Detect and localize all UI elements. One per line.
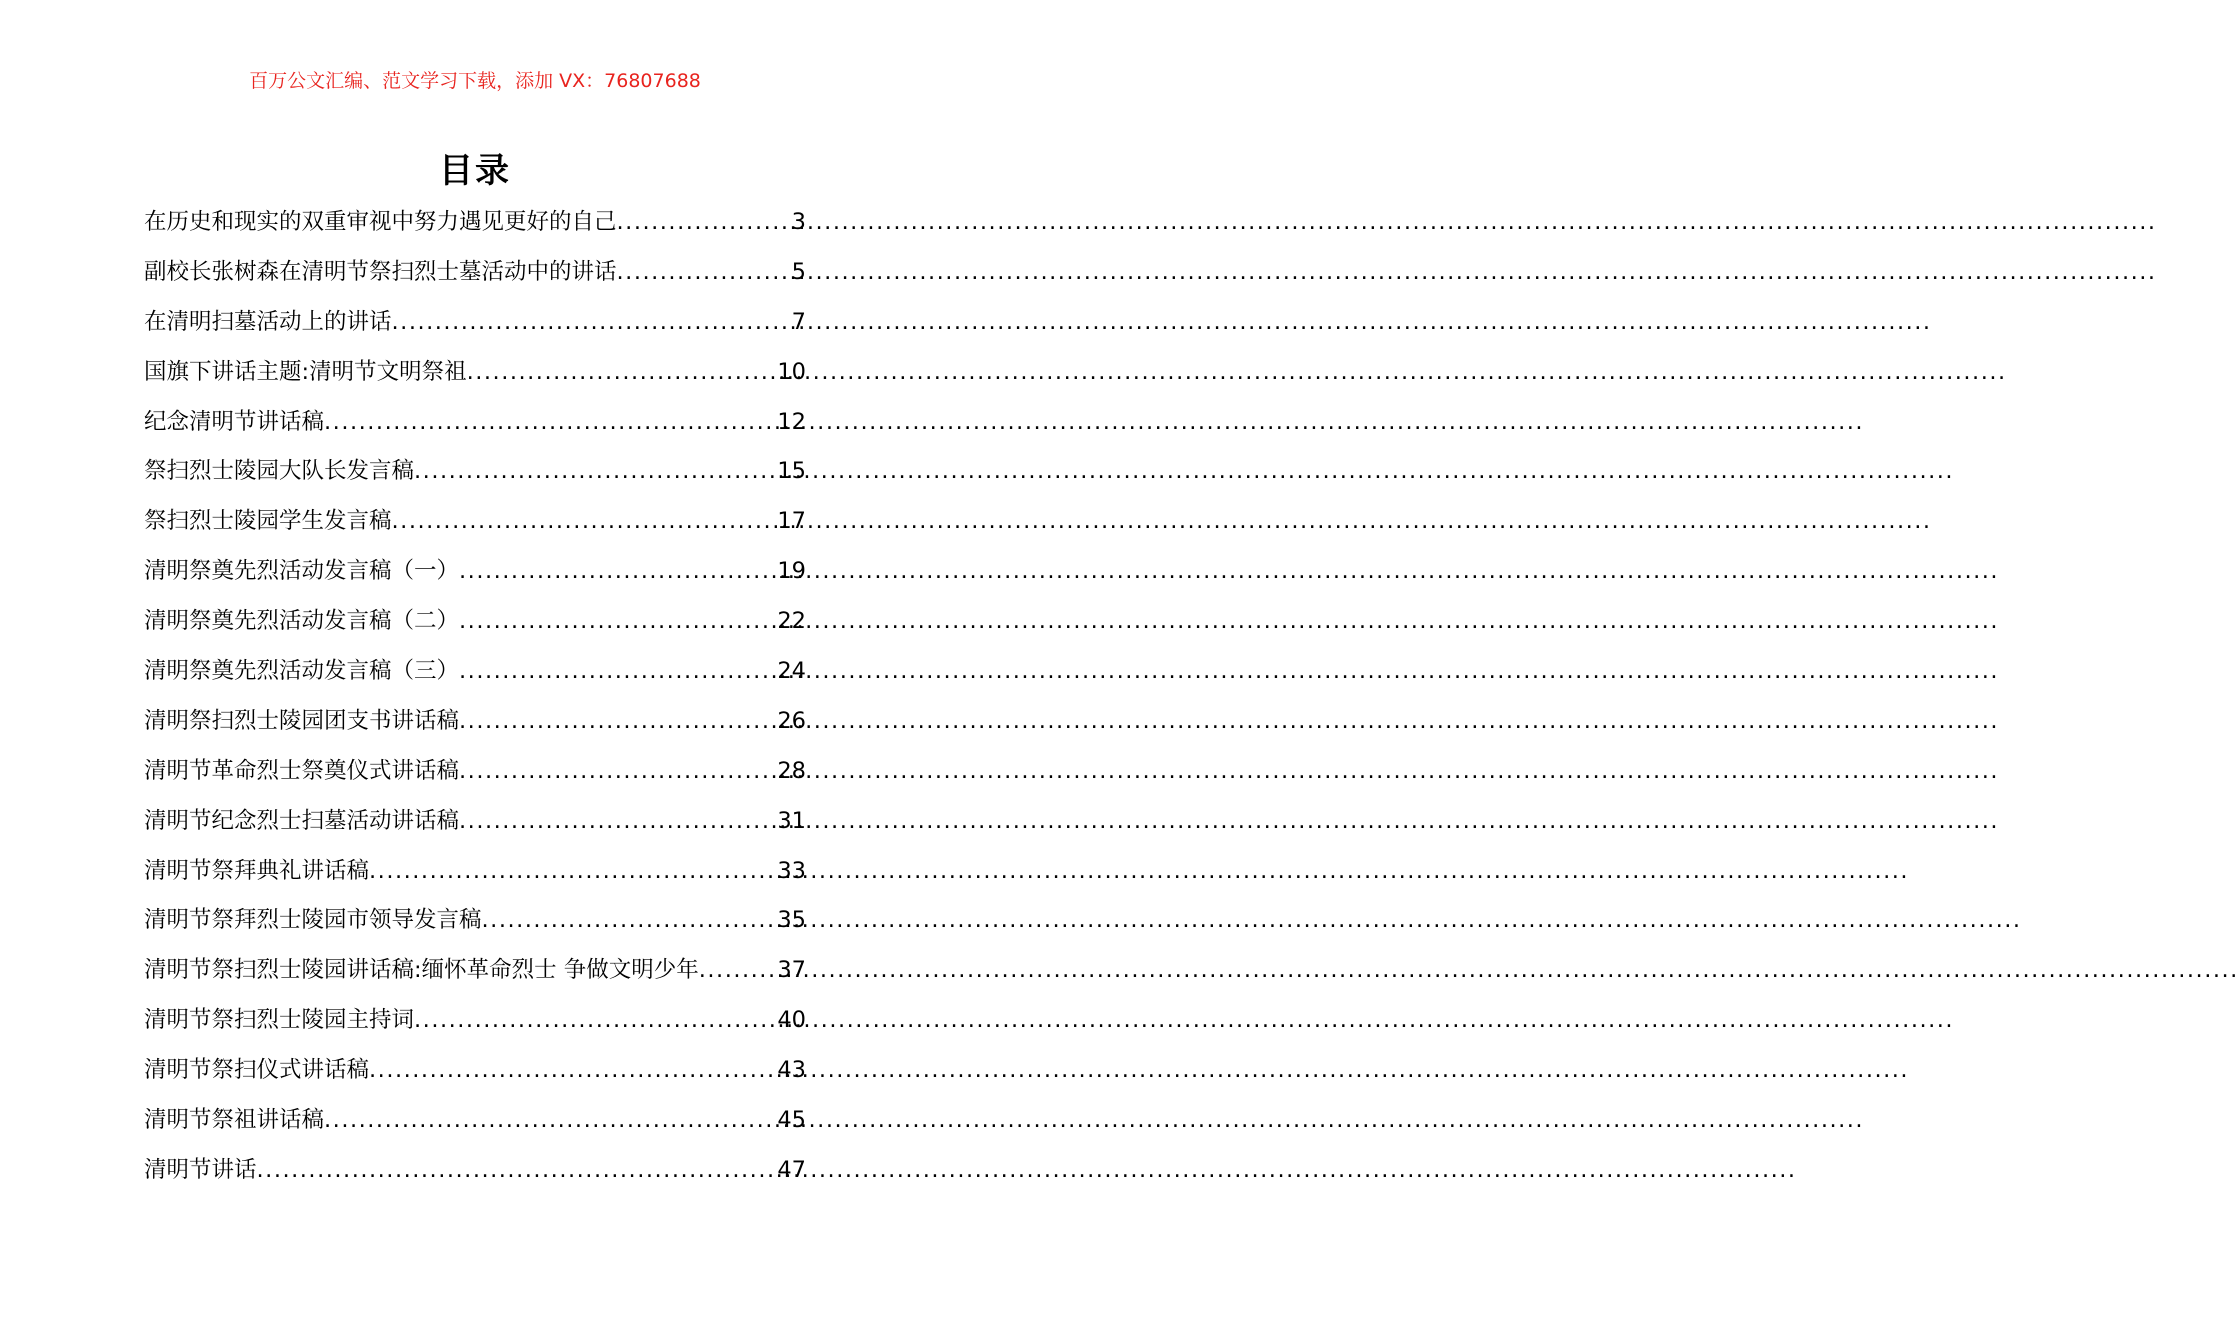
toc-dot-leader (414, 447, 777, 497)
toc-page-number: 35 (777, 907, 806, 934)
toc-entry[interactable] (144, 797, 806, 847)
toc-page-number: 33 (777, 857, 806, 884)
toc-dot-leader (617, 248, 792, 298)
toc-entry[interactable] (144, 298, 806, 348)
toc-page-number: 10 (777, 358, 806, 385)
toc-entry[interactable] (144, 398, 806, 448)
toc-dot-leader (369, 1046, 777, 1096)
toc-entry-title: 祭扫烈士陵园大队长发言稿 (144, 458, 415, 485)
toc-page-number: 26 (777, 707, 806, 734)
toc-entry[interactable] (144, 1046, 806, 1096)
toc-entry[interactable] (144, 597, 806, 647)
toc-entry-title: 祭扫烈士陵园学生发言稿 (144, 508, 392, 535)
toc-entry-title: 清明节祭扫烈士陵园讲话稿:缅怀革命烈士 争做文明少年 (144, 957, 699, 984)
toc-page-number: 24 (777, 658, 806, 685)
toc-entry[interactable] (144, 348, 806, 398)
toc-page-number: 19 (777, 558, 806, 585)
toc-page-number: 31 (777, 807, 806, 834)
toc-dot-leader (392, 497, 778, 547)
toc-entry-title: 清明节祭扫仪式讲话稿 (144, 1057, 370, 1084)
toc-dot-leader (257, 1146, 778, 1196)
toc-dot-leader (392, 298, 792, 348)
toc-entry-title: 清明节祭祖讲话稿 (144, 1107, 325, 1134)
toc-entry-title: 清明祭奠先烈活动发言稿（二） (144, 608, 460, 635)
toc-entry-title: 清明祭奠先烈活动发言稿（一） (144, 558, 460, 585)
toc-dot-leader (324, 398, 777, 448)
toc-entry-title: 清明节革命烈士祭奠仪式讲话稿 (144, 757, 460, 784)
toc-entry[interactable] (144, 996, 806, 1046)
toc-page-number: 5 (791, 258, 806, 285)
toc-entry-title: 清明节讲话 (144, 1156, 257, 1183)
toc-entry[interactable] (144, 847, 806, 897)
toc-page-number: 22 (777, 608, 806, 635)
toc-dot-leader (467, 348, 778, 398)
toc-entry-title: 纪念清明节讲话稿 (144, 408, 325, 435)
toc-page-number: 15 (777, 458, 806, 485)
toc-page-number: 12 (777, 408, 806, 435)
toc-page-number: 37 (777, 957, 806, 984)
page-title: 目录 (439, 151, 511, 191)
toc-entry[interactable] (144, 697, 806, 747)
toc-entry[interactable] (144, 447, 806, 497)
toc-dot-leader (369, 847, 777, 897)
toc-page-number: 17 (777, 508, 806, 535)
toc-entry[interactable] (144, 747, 806, 797)
toc-entry[interactable] (144, 497, 806, 547)
toc-dot-leader (459, 597, 777, 647)
toc-entry-title: 清明节纪念烈士扫墓活动讲话稿 (144, 807, 460, 834)
toc-entry-title: 清明节祭拜典礼讲话稿 (144, 857, 370, 884)
toc-dot-leader (617, 198, 792, 248)
toc-entry-title: 清明节祭拜烈士陵园市领导发言稿 (144, 907, 482, 934)
toc-dot-leader (459, 547, 777, 597)
toc-list (144, 198, 806, 1196)
toc-entry[interactable] (144, 647, 806, 697)
toc-dot-leader (459, 647, 777, 697)
toc-dot-leader (482, 896, 778, 946)
toc-page-number: 40 (777, 1007, 806, 1034)
toc-dot-leader (459, 797, 777, 847)
toc-entry[interactable] (144, 946, 806, 996)
toc-dot-leader (414, 996, 777, 1046)
toc-dot-leader (324, 1096, 777, 1146)
toc-entry[interactable] (144, 896, 806, 946)
toc-entry[interactable] (144, 1096, 806, 1146)
toc-entry-title: 清明节祭扫烈士陵园主持词 (144, 1007, 415, 1034)
toc-entry[interactable] (144, 198, 806, 248)
toc-page-number: 43 (777, 1057, 806, 1084)
toc-entry-title: 清明祭奠先烈活动发言稿（三） (144, 658, 460, 685)
toc-entry[interactable] (144, 248, 806, 298)
toc-dot-leader (459, 747, 777, 797)
toc-page-number: 28 (777, 757, 806, 784)
toc-dot-leader (459, 697, 777, 747)
toc-entry-title: 国旗下讲话主题:清明节文明祭祖 (144, 358, 467, 385)
toc-page-number: 47 (777, 1156, 806, 1183)
toc-page-number: 45 (777, 1107, 806, 1134)
toc-page-number: 3 (791, 209, 806, 235)
toc-entry-title: 副校长张树森在清明节祭扫烈士墓活动中的讲话 (144, 258, 617, 285)
toc-entry-title: 在历史和现实的双重审视中努力遇见更好的自己 (144, 209, 617, 235)
toc-entry-title: 在清明扫墓活动上的讲话 (144, 308, 392, 335)
toc-entry[interactable] (144, 1146, 806, 1196)
toc-entry-title: 清明祭扫烈士陵园团支书讲话稿 (144, 707, 460, 734)
toc-page-number: 7 (791, 308, 806, 335)
header-note: 百万公文汇编、范文学习下载，添加 VX：76807688 (249, 70, 701, 92)
toc-dot-leader (699, 946, 778, 996)
toc-entry[interactable] (144, 547, 806, 597)
